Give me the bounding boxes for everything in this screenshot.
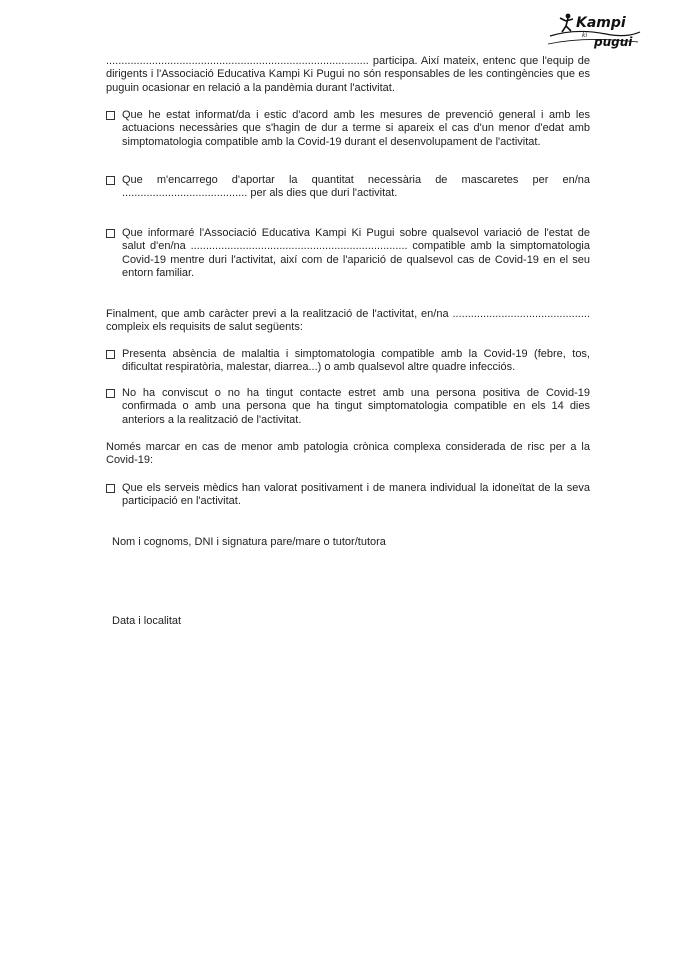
checkbox[interactable] — [106, 484, 115, 493]
checkbox-label: Que m'encarrego d'aportar la quantitat necessària de mascaretes per en/na ......................................... per als dies que duri l'activitat. — [122, 174, 590, 200]
checkbox-label: Que he estat informat/da i estic d'acord amb les mesures de prevenció general i amb les actuacions necessàries que s'hagin de dur a terme si apareix el cas d'un menor d'edat amb simptomatologia compatible amb la Covid-19 durant el desenvolupament de l'activitat. — [122, 109, 590, 148]
date-place-label: Data i localitat — [112, 615, 182, 627]
checkbox-item-no-contact — [106, 387, 590, 427]
checkbox[interactable] — [106, 389, 115, 398]
checkbox-label: Presenta absència de malaltia i simptomatologia compatible amb la Covid-19 (febre, tos, dificultat respiratòria, malestar, diarrea...) o amb qualsevol altre quadre infecciós. — [122, 348, 590, 374]
checkbox[interactable] — [106, 111, 115, 120]
finalment-paragraph: Finalment, que amb caràcter previ a la realització de l'activitat, en/na ............................................. compleix els requisits de salut següents: — [106, 308, 590, 334]
checkbox-item-prevention — [106, 109, 590, 149]
svg-text:pugui: pugui — [594, 35, 633, 49]
checkbox-label: Que informaré l'Associació Educativa Kampi Ki Pugui sobre qualsevol variació de l'estat de salut d'en/na ....................................................................... compatible amb la simptomatologia Covid-19 mentre duri l'activitat, així com de l'aparició de qualsevol cas de Covid-19 en el seu entorn familiar. — [122, 227, 590, 280]
checkbox-item-inform — [106, 227, 590, 281]
participation-paragraph: ...................................................................................... participa. Així mateix, entenc que l'equip de dirigents i l'Associació Educativa Kampi Ki Pugui no són responsables de les contingències que es puguin ocasionar en relació a la pandèmia durant l'activitat. — [106, 55, 590, 94]
checkbox-item-absence-illness — [106, 348, 590, 375]
svg-text:ki: ki — [582, 32, 588, 39]
checkbox-item-medical-services — [106, 482, 590, 509]
checkbox[interactable] — [106, 176, 115, 185]
chronic-note-paragraph: Només marcar en cas de menor amb patologia crònica complexa considerada de risc per a la Covid-19: — [106, 441, 590, 467]
kampi-ki-pugui-logo — [546, 10, 642, 50]
checkbox-item-masks — [106, 174, 590, 201]
svg-text:Kampi: Kampi — [576, 15, 626, 31]
checkbox[interactable] — [106, 229, 115, 238]
checkbox-label: No ha conviscut o no ha tingut contacte estret amb una persona positiva de Covid-19 confirmada o amb una persona que ha tingut simptomatologia compatible en els 14 dies anteriors a la realització de l'activitat. — [122, 387, 590, 426]
signature-label: Nom i cognoms, DNI i signatura pare/mare o tutor/tutora — [112, 536, 386, 548]
checkbox[interactable] — [106, 350, 115, 359]
checkbox-label: Que els serveis mèdics han valorat positivament i de manera individual la idoneïtat de la seva participació en l'activitat. — [122, 482, 590, 508]
